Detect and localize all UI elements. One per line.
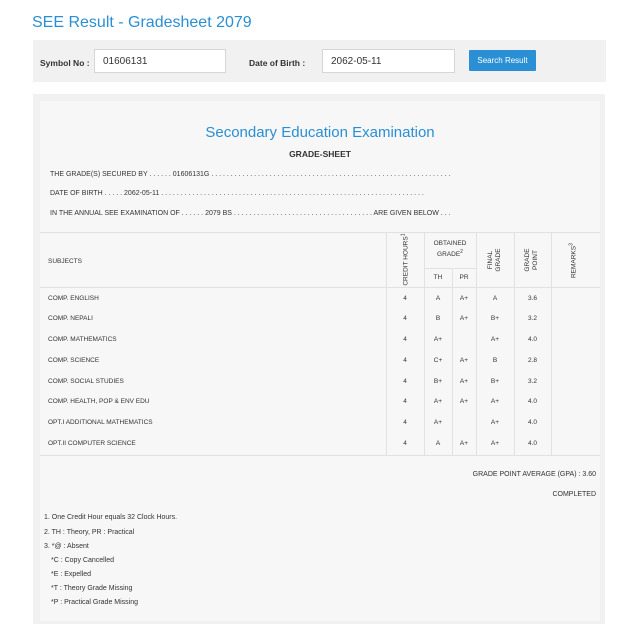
footnote: 3. *@ : Absent xyxy=(44,543,89,550)
header-grade-point: GRADE POINT xyxy=(524,248,539,272)
result-status: COMPLETED xyxy=(552,491,596,498)
cell-grade-point: 3.6 xyxy=(527,295,538,302)
cell-grade-point: 4.0 xyxy=(527,398,538,405)
symbol-input[interactable]: 01606131 xyxy=(94,49,226,73)
cell-th-grade: A+ xyxy=(433,336,443,343)
cell-final-grade: B+ xyxy=(490,378,500,385)
table-top-border xyxy=(40,232,600,233)
symbol-label: Symbol No : xyxy=(40,58,90,68)
cell-final-grade: A+ xyxy=(490,336,500,343)
header-obtained-grade: OBTAINED GRADE$^2$ xyxy=(433,240,467,259)
dob-input[interactable]: 2062-05-11 xyxy=(322,49,455,73)
cell-credit: 4 xyxy=(403,419,407,426)
cell-subject: COMP. NEPALI xyxy=(48,315,93,322)
cell-grade-point: 4.0 xyxy=(527,440,538,447)
dob-label: Date of Birth : xyxy=(249,58,306,68)
declaration-line-dob: DATE OF BIRTH . . . . . 2062-05-11 . . . . . . . . . . . . . . . . . . . . . . . . . . . . . . . . . . . . . . . . . . . . . . . . . . . . . . . . . . . . . . . . . . . . xyxy=(50,190,424,197)
cell-grade-point: 3.2 xyxy=(527,378,538,385)
cell-th-grade: A+ xyxy=(433,419,443,426)
cell-credit: 4 xyxy=(403,336,407,343)
cell-final-grade: A xyxy=(492,295,498,302)
cell-pr-grade: A+ xyxy=(459,357,469,364)
cell-pr-grade: A+ xyxy=(459,315,469,322)
cell-final-grade: A+ xyxy=(490,419,500,426)
cell-final-grade: B xyxy=(492,357,498,364)
page-title: SEE Result - Gradesheet 2079 xyxy=(32,14,252,31)
footnote: 1. One Credit Hour equals 32 Clock Hours. xyxy=(44,514,178,521)
cell-subject: COMP. HEALTH, POP & ENV EDU xyxy=(48,398,150,405)
cell-subject: COMP. ENGLISH xyxy=(48,295,99,302)
cell-th-grade: B+ xyxy=(433,378,443,385)
header-credit-hours: CREDIT HOURS$^1$ xyxy=(400,233,410,286)
footnote: *C : Copy Cancelled xyxy=(51,557,115,564)
cell-th-grade: B xyxy=(435,315,441,322)
cell-pr-grade: A+ xyxy=(459,378,469,385)
declaration-line-name: THE GRADE(S) SECURED BY . . . . . . 01606131G . . . . . . . . . . . . . . . . . . . . . . . . . . . . . . . . . . . . . . . . . . . . . . . . . . . . . . . . . . . . . . xyxy=(50,171,451,178)
footnote: 2. TH : Theory, PR : Practical xyxy=(44,529,135,536)
cell-th-grade: A xyxy=(435,440,441,447)
footnote: *E : Expelled xyxy=(51,571,92,578)
header-pr: PR xyxy=(459,274,469,281)
table-bottom-border xyxy=(40,455,600,456)
cell-pr-grade: A+ xyxy=(459,295,469,302)
cell-final-grade: A+ xyxy=(490,440,500,447)
header-th: TH xyxy=(433,274,443,281)
footnote: *P : Practical Grade Missing xyxy=(51,599,139,606)
cell-grade-point: 2.8 xyxy=(527,357,538,364)
cell-credit: 4 xyxy=(403,378,407,385)
cell-credit: 4 xyxy=(403,295,407,302)
table-header-border xyxy=(40,287,600,288)
header-remarks: REMARKS$^3$ xyxy=(568,243,578,279)
declaration-line-exam: IN THE ANNUAL SEE EXAMINATION OF . . . . . . 2079 BS . . . . . . . . . . . . . . . . . . . . . . . . . . . . . . . . . . . . ARE GIVEN BELOW . . . xyxy=(50,210,451,217)
col-divider xyxy=(551,232,552,455)
cell-grade-point: 4.0 xyxy=(527,419,538,426)
cell-grade-point: 4.0 xyxy=(527,336,538,343)
header-subjects: SUBJECTS xyxy=(48,258,82,265)
cell-th-grade: C+ xyxy=(433,357,443,364)
cell-credit: 4 xyxy=(403,357,407,364)
cell-pr-grade: A+ xyxy=(459,398,469,405)
cell-subject: COMP. SCIENCE xyxy=(48,357,100,364)
cell-pr-grade: A+ xyxy=(459,440,469,447)
cell-subject: OPT.II COMPUTER SCIENCE xyxy=(48,440,136,447)
gpa-summary: GRADE POINT AVERAGE (GPA) : 3.60 xyxy=(472,471,596,478)
gradesheet-title: GRADE-SHEET xyxy=(289,149,351,159)
header-final-grade: FINAL GRADE xyxy=(487,248,502,272)
cell-th-grade: A xyxy=(435,295,441,302)
cell-credit: 4 xyxy=(403,440,407,447)
cell-subject: COMP. MATHEMATICS xyxy=(48,336,117,343)
cell-th-grade: A+ xyxy=(433,398,443,405)
cell-credit: 4 xyxy=(403,398,407,405)
cell-subject: COMP. SOCIAL STUDIES xyxy=(48,378,124,385)
cell-subject: OPT.I ADDITIONAL MATHEMATICS xyxy=(48,419,153,426)
exam-title: Secondary Education Examination xyxy=(205,124,435,141)
search-result-button[interactable]: Search Result xyxy=(469,50,536,71)
obtained-grade-divider xyxy=(424,268,476,269)
cell-final-grade: B+ xyxy=(490,315,500,322)
cell-grade-point: 3.2 xyxy=(527,315,538,322)
cell-final-grade: A+ xyxy=(490,398,500,405)
footnote: *T : Theory Grade Missing xyxy=(51,585,133,592)
cell-credit: 4 xyxy=(403,315,407,322)
